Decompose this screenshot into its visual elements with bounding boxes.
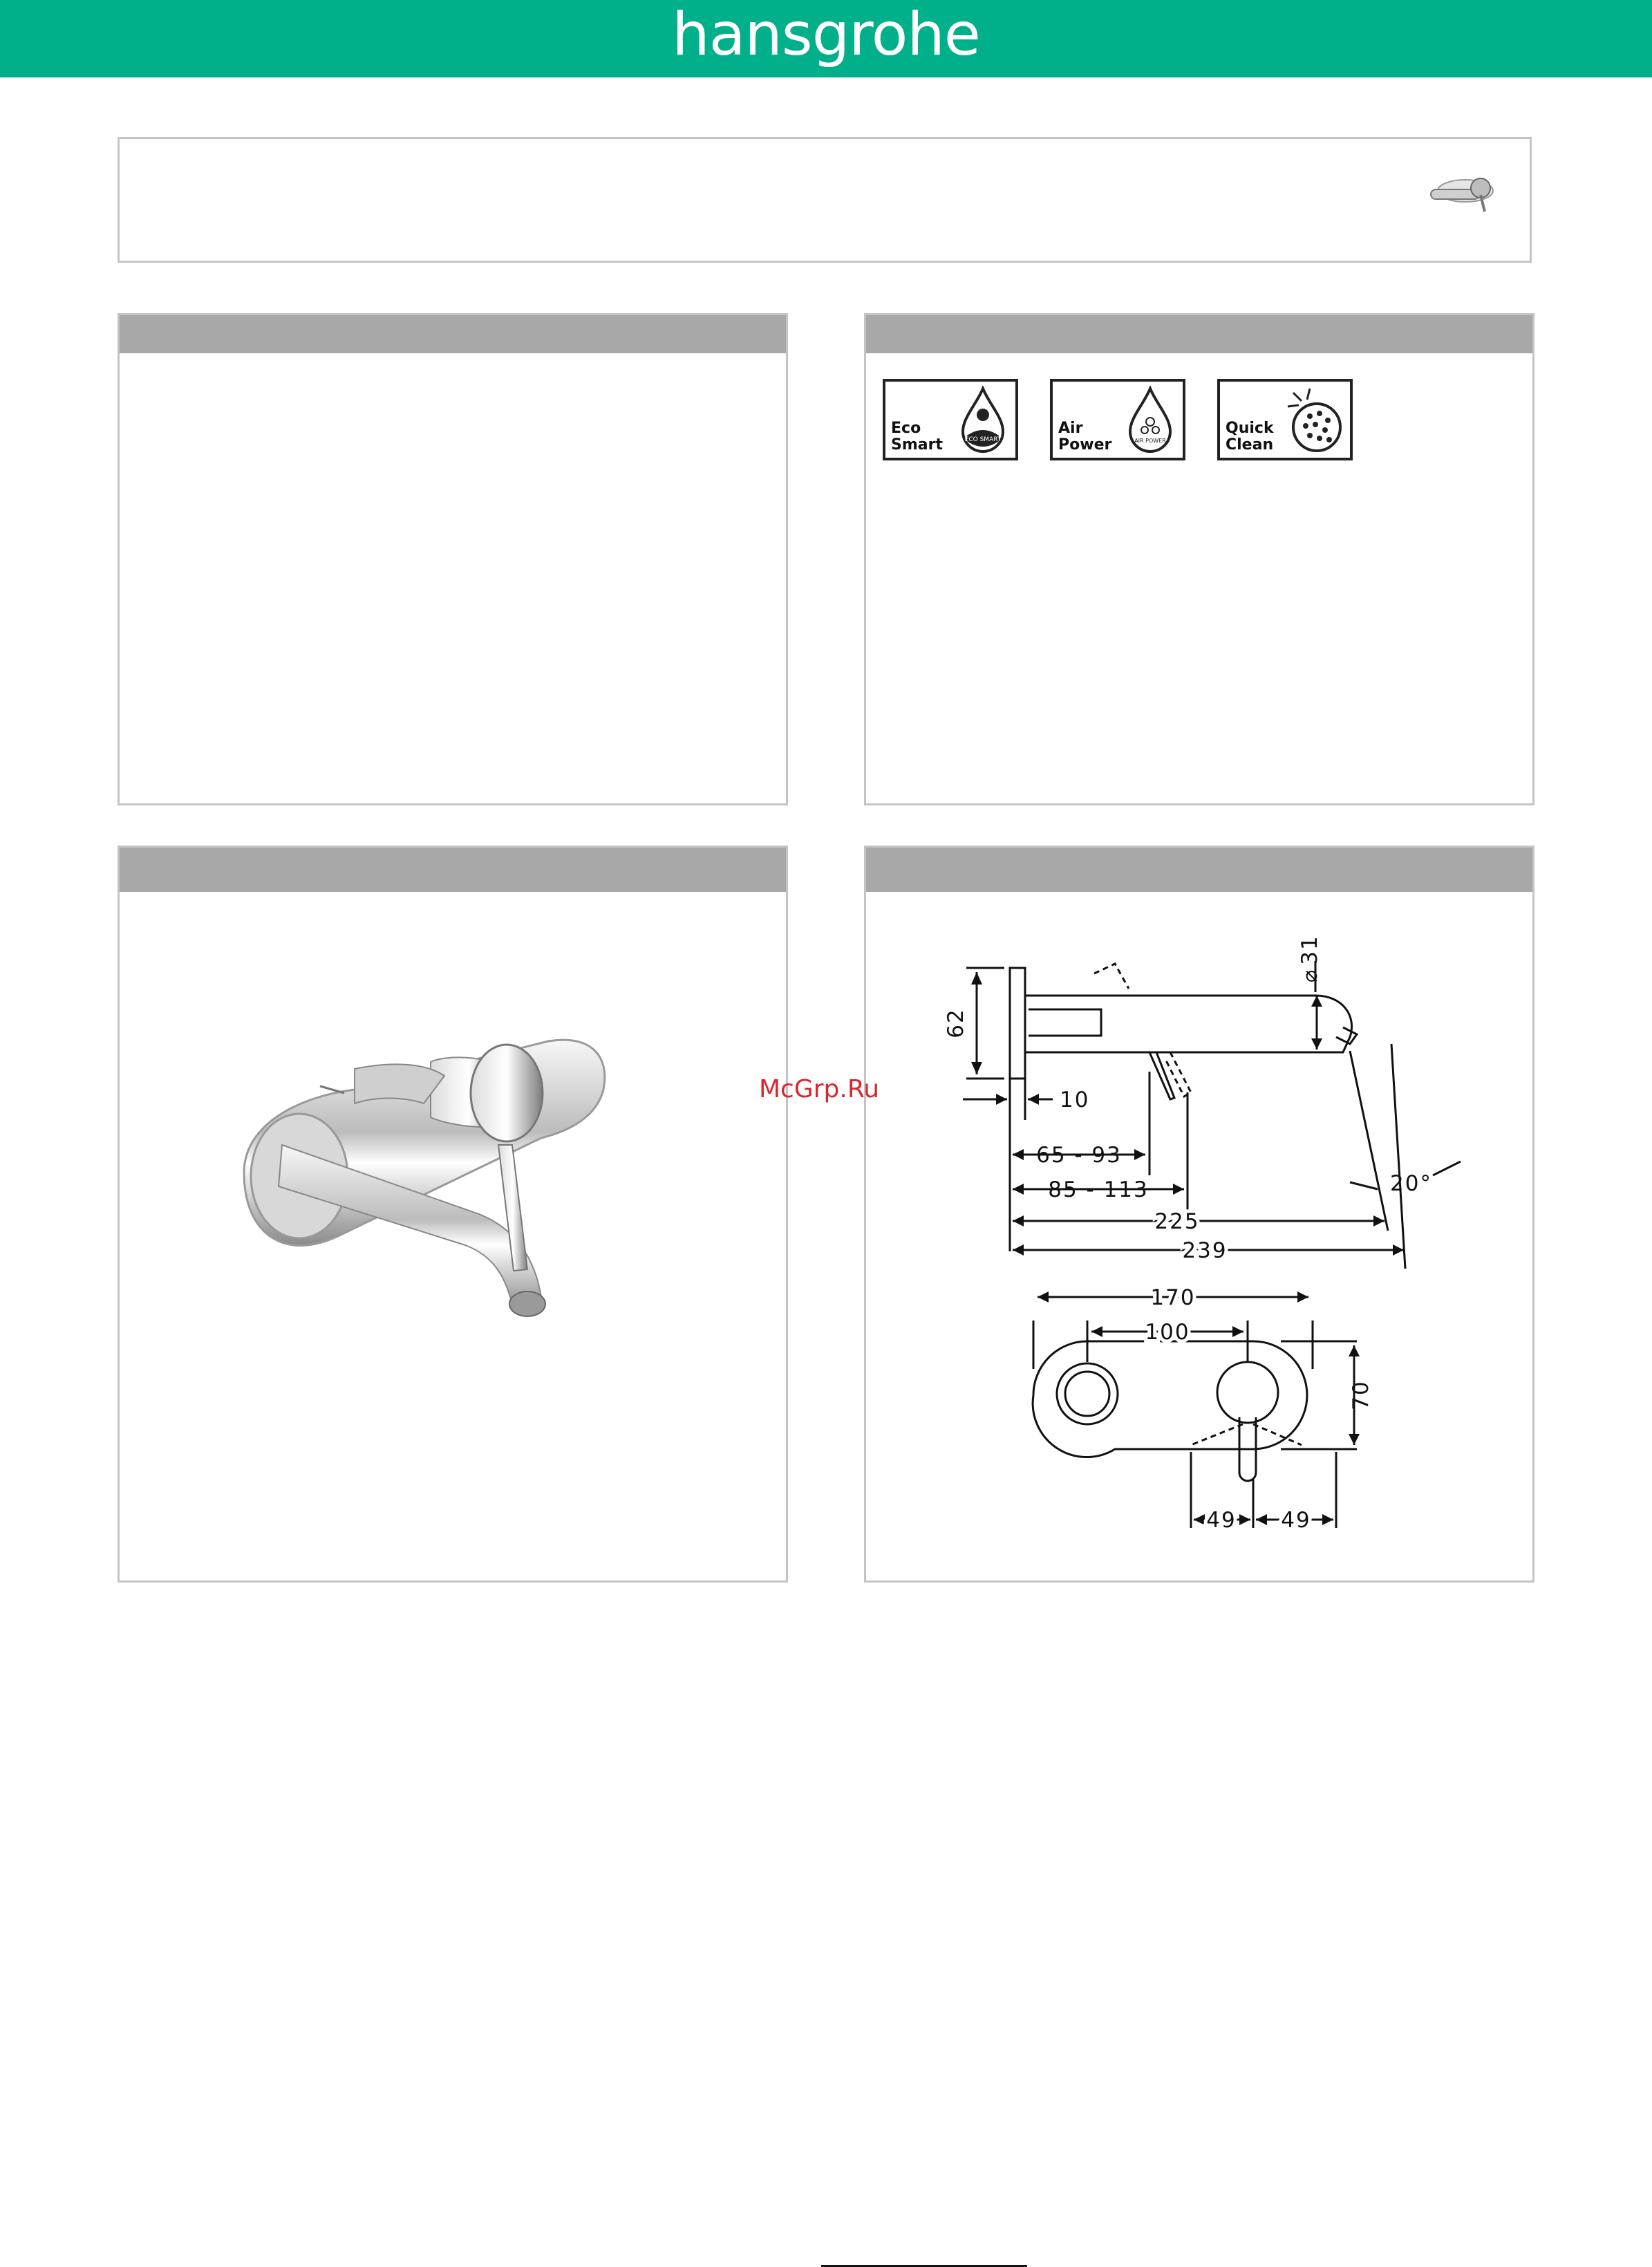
dim-lever-right: 49 [1281, 1508, 1311, 1533]
wall-plate-side [1010, 968, 1025, 1079]
wall-plate-front [1033, 1341, 1307, 1457]
air-power-sub: AIR POWER [1134, 438, 1166, 444]
panel-header-bar [866, 315, 1532, 353]
feature-air-power [1050, 379, 1185, 460]
quick-clean-nozzle-icon [1286, 386, 1344, 458]
brand-header [0, 0, 1652, 77]
spout-side [1025, 996, 1352, 1052]
diameter-symbol-icon: ⌀ [1298, 969, 1322, 983]
brand-logo: hansgrohe [672, 0, 980, 69]
dim-range2: 85 - 113 [1048, 1177, 1149, 1202]
feature-label: Air Power [1058, 420, 1112, 454]
feature-quick-clean [1217, 379, 1353, 460]
watermark-text: McGrp.Ru [759, 1075, 880, 1103]
dim-plate: 10 [1060, 1088, 1090, 1112]
eco-smart-sub: ECO SMART [964, 436, 1002, 443]
product-title-box [118, 137, 1532, 263]
dim-range1: 65 - 93 [1036, 1143, 1122, 1168]
dim-plate-height: 70 [1349, 1380, 1373, 1410]
dim-plate-width: 170 [1150, 1285, 1196, 1310]
dim-diameter: 31 [1297, 935, 1322, 965]
dim-height: 62 [944, 1008, 968, 1038]
lever-side [1149, 1052, 1174, 1099]
eco-smart-drop-icon [956, 386, 1010, 455]
dim-lever-left: 49 [1206, 1508, 1237, 1533]
dim-angle: 20° [1390, 1171, 1432, 1196]
faucet-product-image [216, 1027, 700, 1442]
feature-eco-smart [883, 379, 1018, 460]
dimension-drawing [866, 892, 1532, 1580]
panel-header-bar [866, 848, 1532, 892]
features-panel [864, 313, 1534, 805]
product-thumbnail [1424, 170, 1500, 225]
description-panel [118, 313, 788, 805]
panel-header-bar [120, 315, 786, 353]
dim-centers: 100 [1145, 1320, 1190, 1345]
product-image-panel [118, 846, 788, 1583]
technical-drawing-panel [864, 846, 1534, 1583]
dim-total-length: 239 [1182, 1238, 1228, 1263]
dim-spout-reach: 225 [1154, 1209, 1200, 1234]
panel-header-bar [120, 848, 786, 892]
air-power-drop-icon [1123, 386, 1177, 455]
feature-label: Quick Clean [1226, 420, 1274, 454]
feature-label: Eco Smart [891, 420, 943, 454]
